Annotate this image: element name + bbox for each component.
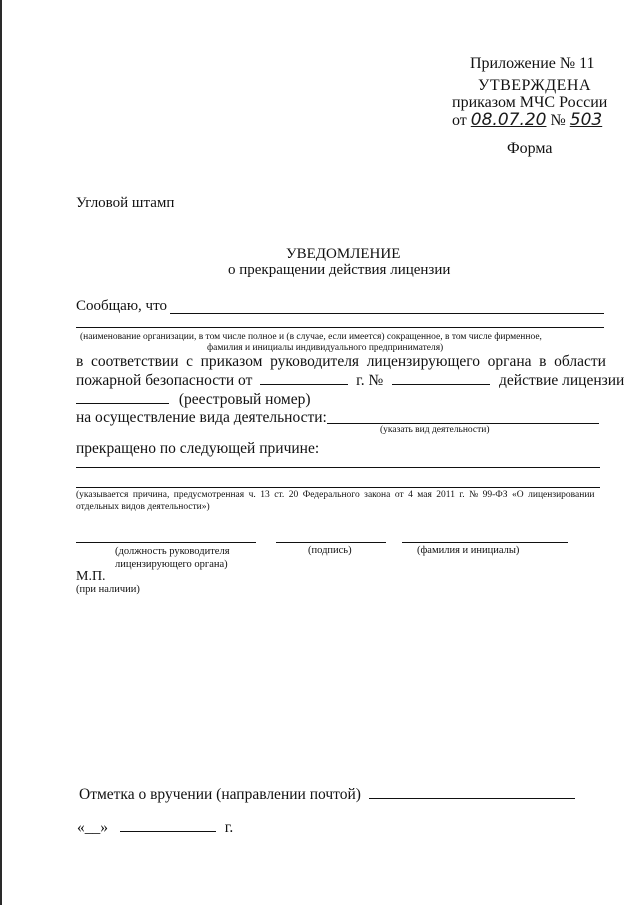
handwritten-date: 08.07.20: [470, 110, 547, 130]
fire-safety-line: [76, 372, 624, 390]
organization-hint-line1: (наименование организации, в том числе полное и (в случае, если имеется) сокращенное, в том числе фирменное,: [80, 332, 542, 342]
reason-hint-line1: (указывается причина, предусмотренная ч. 13 ст. 20 Федерального закона от 4 мая 2011 г. № 99-ФЗ «О лицензировании: [76, 490, 595, 500]
accordance-word: соответствии: [90, 353, 179, 370]
position-hint-line1: (должность руководителя: [115, 546, 230, 557]
form-label: Форма: [507, 140, 553, 157]
quote-open: «: [77, 819, 85, 836]
license-action-label: действие лицензии: [499, 372, 625, 389]
accordance-word: органа: [487, 353, 532, 370]
month-field[interactable]: [120, 830, 216, 832]
delivery-mark-field[interactable]: [369, 797, 575, 799]
name-field[interactable]: [402, 542, 568, 543]
reason-hint-line2: отдельных видов деятельности»): [76, 502, 210, 512]
order-label: приказом МЧС России: [452, 94, 608, 111]
order-date-line: [452, 110, 602, 130]
reason-line-1[interactable]: [76, 467, 600, 468]
position-hint-line2: лицензирующего органа): [115, 559, 228, 570]
seal-label: М.П.: [76, 569, 106, 584]
organization-hint-line2: фамилия и инициалы индивидуального предпринимателя): [207, 343, 444, 353]
page-left-edge: [0, 0, 2, 905]
quote-close: »: [100, 819, 108, 836]
number-sign: №: [550, 112, 566, 129]
activity-hint: (указать вид деятельности): [380, 425, 490, 435]
accordance-word: с: [186, 353, 194, 370]
organization-line-2[interactable]: [76, 327, 604, 328]
from-prefix: от: [452, 112, 467, 129]
registry-number-label: (реестровый номер): [178, 391, 311, 408]
year-suffix: г.: [224, 819, 234, 836]
activity-field[interactable]: [327, 423, 599, 424]
day-field[interactable]: __: [84, 819, 101, 836]
registry-number-field[interactable]: [76, 402, 169, 404]
accordance-word: в: [539, 353, 547, 370]
accordance-word: руководителя: [270, 353, 360, 370]
accordance-word: приказом: [200, 353, 263, 370]
position-field[interactable]: [76, 542, 256, 543]
seal-hint: (при наличии): [76, 584, 140, 595]
organization-line-1[interactable]: [170, 313, 604, 314]
delivery-mark-label: Отметка о вручении (направлении почтой): [79, 786, 361, 803]
delivery-mark-line: [79, 786, 575, 804]
accordance-word: лицензирующего: [366, 353, 481, 370]
delivery-date-line: [77, 819, 233, 837]
name-hint: (фамилия и инициалы): [417, 545, 520, 556]
signature-hint: (подпись): [308, 545, 352, 556]
order-date-field[interactable]: [260, 383, 348, 385]
activity-label: на осуществление вида деятельности:: [76, 409, 327, 426]
accordance-word: области: [554, 353, 606, 370]
handwritten-number: 503: [569, 110, 603, 130]
accordance-line: [76, 353, 606, 371]
report-label: Сообщаю, что: [76, 298, 167, 314]
termination-label: прекращено по следующей причине:: [76, 440, 320, 457]
fire-safety-from: пожарной безопасности от: [76, 372, 253, 389]
appendix-label: Приложение № 11: [470, 55, 595, 72]
year-number-label: г. №: [356, 372, 384, 389]
corner-stamp-label: Угловой штамп: [76, 195, 175, 211]
accordance-word: в: [76, 353, 84, 370]
signature-field[interactable]: [276, 542, 386, 543]
approved-label: УТВЕРЖДЕНА: [478, 77, 592, 94]
reason-line-2[interactable]: [76, 487, 600, 488]
document-subtitle: о прекращении действия лицензии: [228, 262, 451, 278]
document-title: УВЕДОМЛЕНИЕ: [286, 246, 401, 262]
order-number-field[interactable]: [392, 383, 490, 385]
registry-line: [76, 391, 311, 409]
